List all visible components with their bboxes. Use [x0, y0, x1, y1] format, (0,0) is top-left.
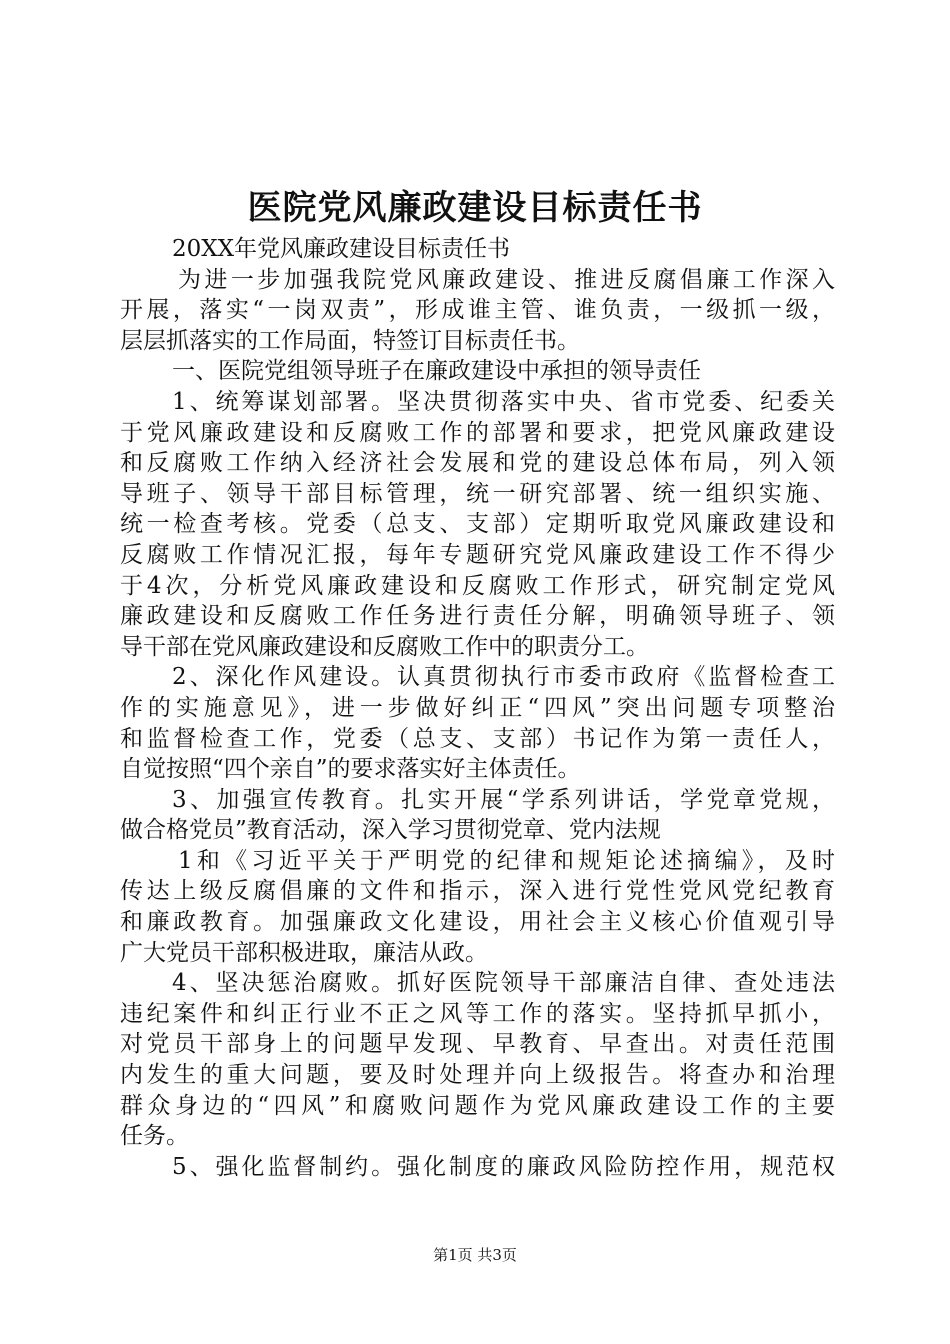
text-line: 为进一步加强我院党风廉政建设、推进反腐倡廉工作深入: [178, 266, 835, 293]
text-line: 统一检查考核。党委（总支、支部）定期听取党风廉政建设和: [120, 511, 835, 538]
text-line: 和反腐败工作纳入经济社会发展和党的建设总体布局，列入领: [120, 450, 835, 477]
document-body: [120, 234, 835, 1182]
text-line: 和廉政教育。加强廉政文化建设，用社会主义核心价值观引导: [120, 909, 835, 936]
text-line: 反腐败工作情况汇报，每年专题研究党风廉政建设工作不得少: [120, 541, 835, 568]
text-line: 传达上级反腐倡廉的文件和指示，深入进行党性党风党纪教育: [120, 878, 835, 905]
text-line: 1、统筹谋划部署。坚决贯彻落实中央、省市党委、纪委关: [172, 388, 835, 415]
text-line: 对党员干部身上的问题早发现、早教育、早查出。对责任范围: [120, 1031, 835, 1058]
text-line: 于4次，分析党风廉政建设和反腐败工作形式，研究制定党风: [120, 572, 835, 599]
text-line: 任务。: [120, 1123, 189, 1150]
text-line: 5、强化监督制约。强化制度的廉政风险防控作用，规范权: [172, 1153, 835, 1180]
text-line: 一、医院党组领导班子在廉政建设中承担的领导责任: [172, 358, 701, 385]
text-line: 和监督检查工作，党委（总支、支部）书记作为第一责任人，: [120, 725, 835, 752]
text-line: 作的实施意见》，进一步做好纠正“四风”突出问题专项整治: [120, 694, 835, 721]
text-line: 2、深化作风建设。认真贯彻执行市委市政府《监督检查工: [172, 664, 835, 691]
text-line: 开展，落实“一岗双责”，形成谁主管、谁负责，一级抓一级，: [120, 297, 835, 324]
text-line: 于党风廉政建设和反腐败工作的部署和要求，把党风廉政建设: [120, 419, 835, 446]
text-line: 违纪案件和纠正行业不正之风等工作的落实。坚持抓早抓小，: [120, 1000, 835, 1027]
text-line: 导干部在党风廉政建设和反腐败工作中的职责分工。: [120, 633, 649, 660]
document-title: 医院党风廉政建设目标责任书: [247, 188, 703, 228]
text-line: 3、加强宣传教育。扎实开展“学系列讲话，学党章党规，: [172, 786, 835, 813]
text-line: 4、坚决惩治腐败。抓好医院领导干部廉洁自律、查处违法: [172, 970, 835, 997]
text-line: 做合格党员”教育活动，深入学习贯彻党章、党内法规: [120, 817, 661, 844]
text-line: 层层抓落实的工作局面，特签订目标责任书。: [120, 327, 580, 354]
text-line: 自觉按照“四个亲自”的要求落实好主体责任。: [120, 756, 581, 783]
text-line: 20XX年党风廉政建设目标责任书: [172, 236, 511, 262]
text-line: 群众身边的“四风”和腐败问题作为党风廉政建设工作的主要: [120, 1092, 835, 1119]
text-line: 廉政建设和反腐败工作任务进行责任分解，明确领导班子、领: [120, 603, 835, 630]
page-footer: 第1页 共3页: [433, 1246, 517, 1264]
text-line: 内发生的重大问题，要及时处理并向上级报告。将查办和治理: [120, 1062, 835, 1089]
text-line: 1和《习近平关于严明党的纪律和规矩论述摘编》，及时: [178, 847, 835, 874]
text-line: 导班子、领导干部目标管理，统一研究部署、统一组织实施、: [120, 480, 835, 507]
text-line: 广大党员干部积极进取，廉洁从政。: [120, 939, 488, 966]
